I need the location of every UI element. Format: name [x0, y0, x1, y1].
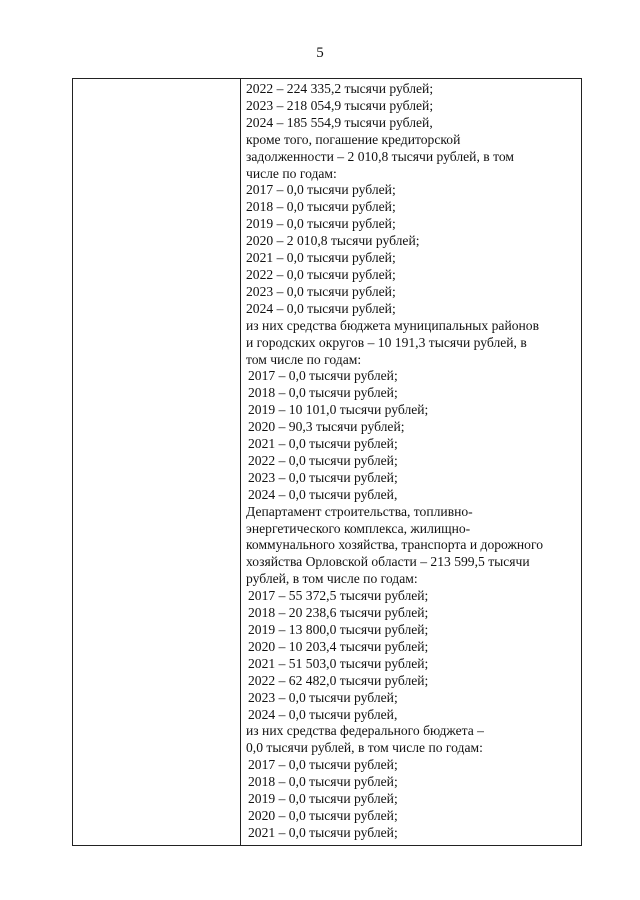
text-line: 2020 – 90,3 тысячи рублей; — [248, 419, 405, 435]
text-line: 2017 – 0,0 тысячи рублей; — [248, 368, 398, 384]
text-line: 2021 – 51 503,0 тысячи рублей; — [248, 655, 429, 671]
text-line: задолженности – 2 010,8 тысячи рублей, в том — [246, 148, 514, 164]
text-line: 2018 – 0,0 тысячи рублей; — [248, 774, 398, 790]
text-line: 2021 – 0,0 тысячи рублей; — [248, 436, 398, 452]
text-line: энергетического комплекса, жилищно- — [246, 520, 471, 536]
text-line: из них средства бюджета муниципальных районов — [246, 317, 540, 333]
text-line: 2024 – 0,0 тысячи рублей, — [248, 706, 398, 722]
text-line: 2022 – 62 482,0 тысячи рублей; — [248, 672, 429, 688]
funding-text — [241, 79, 581, 842]
text-line: 2018 – 20 238,6 тысячи рублей; — [248, 605, 429, 621]
text-line: Департамент строительства, топливно- — [246, 503, 473, 519]
text-line: хозяйства Орловской области – 213 599,5 тысячи — [246, 554, 530, 570]
text-line: 2020 – 2 010,8 тысячи рублей; — [246, 233, 420, 249]
text-line: 2023 – 218 054,9 тысячи рублей; — [246, 97, 434, 113]
text-line: 2017 – 0,0 тысячи рублей; — [246, 182, 396, 198]
text-line: 2019 – 10 101,0 тысячи рублей; — [248, 402, 429, 418]
text-line: из них средства федерального бюджета – — [246, 723, 484, 739]
text-line: том числе по годам: — [246, 351, 362, 367]
text-line: 0,0 тысячи рублей, в том числе по годам: — [246, 740, 483, 756]
text-line: кроме того, погашение кредиторской — [246, 131, 461, 147]
text-line: 2020 – 0,0 тысячи рублей; — [248, 807, 398, 823]
text-line: 2021 – 0,0 тысячи рублей; — [248, 824, 398, 840]
text-line: 2024 – 0,0 тысячи рублей, — [248, 486, 398, 502]
text-line: 2023 – 0,0 тысячи рублей; — [246, 283, 396, 299]
text-line: коммунального хозяйства, транспорта и дорожного — [246, 537, 543, 553]
text-line: 2018 – 0,0 тысячи рублей; — [248, 385, 398, 401]
text-line: 2020 – 10 203,4 тысячи рублей; — [248, 638, 429, 654]
table-right-cell — [241, 79, 581, 845]
page-number: 5 — [316, 45, 324, 61]
text-line: 2018 – 0,0 тысячи рублей; — [246, 199, 396, 215]
text-line: числе по годам: — [246, 165, 337, 181]
text-line: 2017 – 0,0 тысячи рублей; — [248, 757, 398, 773]
text-line: 2022 – 0,0 тысячи рублей; — [248, 452, 398, 468]
text-line: 2017 – 55 372,5 тысячи рублей; — [248, 588, 429, 604]
text-line: 2021 – 0,0 тысячи рублей; — [246, 250, 396, 266]
text-line: 2019 – 0,0 тысячи рублей; — [246, 216, 396, 232]
text-line: 2022 – 224 335,2 тысячи рублей; — [246, 81, 434, 96]
text-line: 2019 – 0,0 тысячи рублей; — [248, 791, 398, 807]
program-table — [72, 78, 582, 846]
text-line: 2024 – 185 554,9 тысячи рублей, — [246, 114, 433, 130]
text-line: 2023 – 0,0 тысячи рублей; — [248, 469, 398, 485]
text-line: 2019 – 13 800,0 тысячи рублей; — [248, 622, 429, 637]
text-line: и городских округов – 10 191,3 тысячи рублей, в — [246, 334, 527, 350]
table-left-cell — [73, 79, 241, 845]
text-line: рублей, в том числе по годам: — [246, 571, 418, 587]
text-line: 2024 – 0,0 тысячи рублей; — [246, 300, 396, 316]
text-line: 2023 – 0,0 тысячи рублей; — [248, 689, 398, 705]
text-line: 2022 – 0,0 тысячи рублей; — [246, 266, 396, 282]
